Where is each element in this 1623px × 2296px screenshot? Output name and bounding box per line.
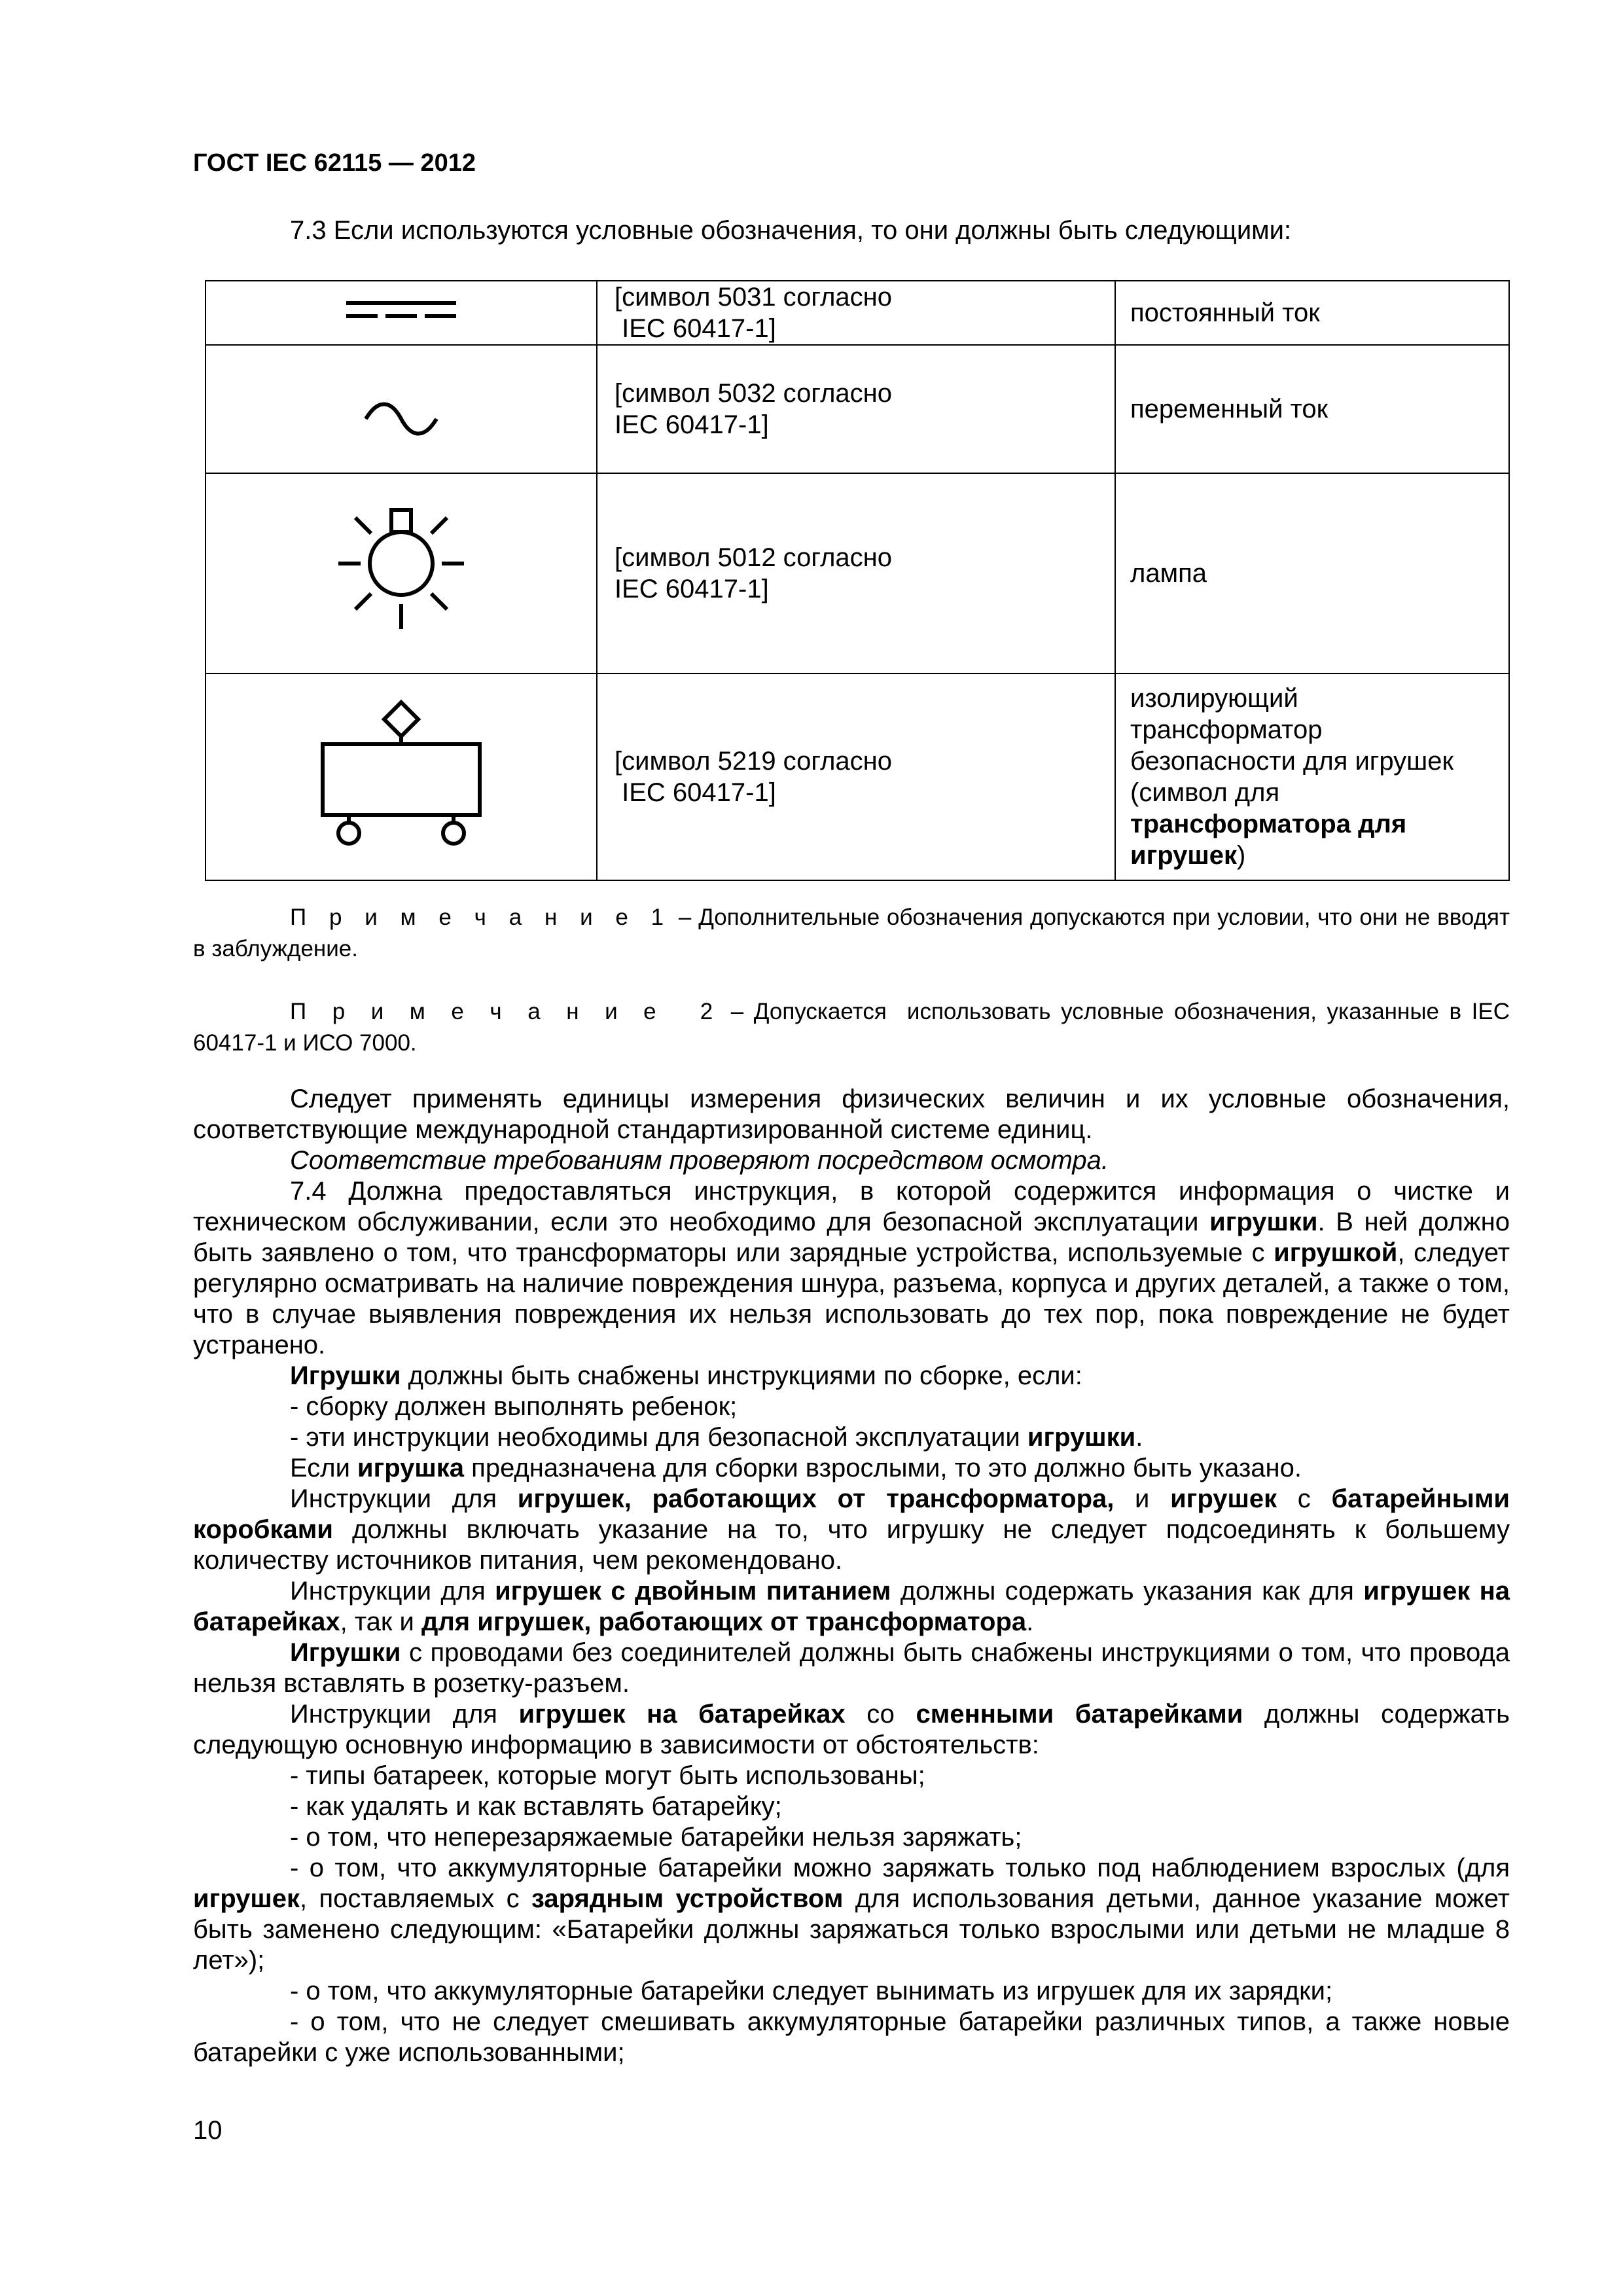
dc-current-icon	[342, 296, 460, 323]
symbol-desc-line	[1130, 840, 1495, 871]
text: Инструкции для	[290, 1484, 518, 1513]
list-item	[193, 1853, 1510, 1976]
paragraph: Следует применять единицы измерения физических величин и их условные обозначения, соответствующие международной стандартизированной системе единиц.	[193, 1085, 1510, 1144]
list-item: - сборку должен выполнять ребенок;	[290, 1392, 738, 1421]
text: , так и	[340, 1607, 421, 1636]
text: Инструкции для	[290, 1700, 519, 1729]
paragraph	[193, 1453, 1510, 1484]
text: - эти инструкции необходимы для безопасной эксплуатации	[290, 1423, 1027, 1452]
term: игрушек с двойным питанием	[495, 1577, 891, 1605]
term: игрушки	[1027, 1423, 1136, 1452]
term: игрушек	[193, 1884, 300, 1913]
symbol-desc: лампа	[1130, 559, 1207, 588]
symbol-desc-line	[1130, 808, 1495, 840]
check-note: Соответствие требованиям проверяют посредством осмотра.	[290, 1146, 1109, 1175]
symbol-desc-cell	[1115, 345, 1509, 473]
symbol-desc-cell	[1115, 673, 1509, 880]
list-item: - о том, что не следует смешивать аккумуляторные батарейки различных типов, а также новые батарейки с уже использованными;	[193, 2007, 1510, 2067]
term: игрушек	[1170, 1484, 1277, 1513]
symbol-cell	[205, 281, 597, 345]
symbol-ref-cell	[597, 473, 1115, 673]
text: предназначена для сборки взрослыми, то это должно быть указано.	[464, 1454, 1302, 1482]
list-item	[193, 1422, 1510, 1453]
paragraph	[193, 1576, 1510, 1638]
term: игрушки	[1209, 1208, 1318, 1236]
table-row	[205, 673, 1509, 880]
text: с	[1277, 1484, 1332, 1513]
text: , следует регулярно осматривать на наличие повреждения шнура, разъема, корпуса и других деталей, а также о том, что в случае выявления повреждения их нельзя использовать до тех пор, пока повреждение не будет устранено.	[193, 1238, 1510, 1359]
note-label: П р и м е ч а н и е 2	[290, 999, 721, 1024]
note-1	[193, 902, 1510, 965]
list-item: - как удалять и как вставлять батарейку;	[290, 1792, 782, 1821]
term: Игрушки	[290, 1361, 401, 1390]
term: игрушек, работающих от трансформатора,	[517, 1484, 1115, 1513]
symbol-desc: трансформатор	[1130, 715, 1323, 744]
page-number: 10	[193, 2116, 223, 2145]
table-row	[205, 345, 1509, 473]
text: должны быть снабжены инструкциями по сборке, если:	[401, 1361, 1082, 1390]
body-text	[193, 1084, 1510, 2068]
symbol-ref-line: [символ 5219 согласно	[615, 747, 893, 776]
symbols-table	[205, 280, 1510, 881]
term: сменными батарейками	[916, 1700, 1243, 1729]
symbol-desc-tail: )	[1237, 841, 1246, 870]
paragraph	[193, 1176, 1510, 1361]
note-text: – Допускается использовать условные обозначения, указанные в IEC 60417-1 и ИСО 7000.	[193, 999, 1516, 1056]
text: Если	[290, 1454, 358, 1482]
list-item: - типы батареек, которые могут быть использованы;	[290, 1761, 925, 1790]
note-label: П р и м е ч а н и е 1	[290, 905, 672, 930]
ac-current-icon	[362, 399, 440, 439]
symbol-ref-line: [символ 5032 согласно	[615, 379, 893, 408]
note-2	[193, 996, 1516, 1059]
paragraph	[193, 1361, 1510, 1391]
term: зарядным устройством	[531, 1884, 844, 1913]
toy-transformer-icon	[316, 698, 486, 849]
text: Инструкции для	[290, 1577, 495, 1605]
symbol-cell	[205, 345, 597, 473]
term: игрушка	[357, 1454, 465, 1482]
note-text: – Дополнительные обозначения допускаются при условии, что они не вводят в заблуждение.	[193, 905, 1510, 961]
term: игрушек на батарейках	[518, 1700, 846, 1729]
text: .	[1135, 1423, 1143, 1452]
list-item: - о том, что аккумуляторные батарейки следует вынимать из игрушек для их зарядки;	[290, 1977, 1333, 2005]
symbol-ref-cell	[597, 673, 1115, 880]
symbol-ref-line: IEC 60417-1]	[615, 410, 769, 439]
symbol-desc-cell	[1115, 473, 1509, 673]
symbol-desc: постоянный ток	[1130, 298, 1320, 327]
table-row	[205, 473, 1509, 673]
symbol-desc-bold: трансформатора для	[1130, 810, 1407, 838]
symbol-desc-bold: игрушек	[1130, 841, 1238, 870]
symbol-ref-line: IEC 60417-1]	[615, 778, 776, 807]
text: должны включать указание на то, что игрушку не следует подсоединять к большему количеству источников питания, чем рекомендовано.	[193, 1515, 1510, 1575]
text: должны содержать указания как для	[891, 1577, 1364, 1605]
symbol-desc: безопасности для игрушек	[1130, 747, 1454, 776]
table-row	[205, 281, 1509, 345]
text: .	[1026, 1607, 1034, 1636]
term: игрушкой	[1274, 1238, 1398, 1267]
text: и	[1114, 1484, 1171, 1513]
symbol-desc: изолирующий	[1130, 684, 1298, 713]
text: со	[845, 1700, 916, 1729]
paragraph	[193, 1699, 1510, 1761]
text: - о том, что аккумуляторные батарейки можно заряжать только под наблюдением взрослых (для	[290, 1854, 1510, 1882]
term: игрушек на батарейках	[193, 1577, 1510, 1636]
symbol-ref-line: IEC 60417-1]	[615, 575, 769, 603]
text: для использования детьми, данное указание может быть заменено следующим: «Батарейки должны заряжаться только взрослыми или детьми не младше 8 лет»);	[193, 1884, 1510, 1975]
text: должны содержать следующую основную информацию в зависимости от обстоятельств:	[193, 1700, 1510, 1759]
symbol-cell	[205, 473, 597, 673]
document-header: ГОСТ IEC 62115 — 2012	[193, 149, 476, 177]
section-intro: 7.3 Если используются условные обозначения, то они должны быть следующими:	[290, 216, 1292, 245]
term: Игрушки	[290, 1638, 401, 1667]
text: 7.4 Должна предоставляться инструкция, в которой содержится информация о чистке и техническом обслуживании, если это необходимо для безопасной эксплуатации	[193, 1177, 1510, 1236]
text: , поставляемых с	[300, 1884, 531, 1913]
paragraph-italic	[193, 1145, 1510, 1176]
symbol-desc: переменный ток	[1130, 395, 1329, 423]
symbol-ref-line: IEC 60417-1]	[615, 314, 776, 343]
paragraph	[193, 1484, 1510, 1576]
list-item: - о том, что неперезаряжаемые батарейки нельзя заряжать;	[290, 1823, 1022, 1852]
text: с проводами без соединителей должны быть снабжены инструкциями о том, что провода нельзя вставлять в розетку-разъем.	[193, 1638, 1510, 1698]
symbol-ref-line: [символ 5031 согласно	[615, 283, 893, 312]
term: батарейными коробками	[193, 1484, 1510, 1544]
text: . В ней должно быть заявлено о том, что трансформаторы или зарядные устройства, используемые с	[193, 1208, 1510, 1267]
symbol-cell	[205, 673, 597, 880]
symbol-desc-cell	[1115, 281, 1509, 345]
paragraph	[193, 1638, 1510, 1699]
term: для игрушек, работающих от трансформатора	[421, 1607, 1027, 1636]
symbol-ref-cell	[597, 281, 1115, 345]
symbol-ref-line: [символ 5012 согласно	[615, 543, 893, 572]
symbol-ref-cell	[597, 345, 1115, 473]
lamp-icon	[336, 505, 467, 636]
symbol-desc: (символ для	[1130, 778, 1280, 807]
